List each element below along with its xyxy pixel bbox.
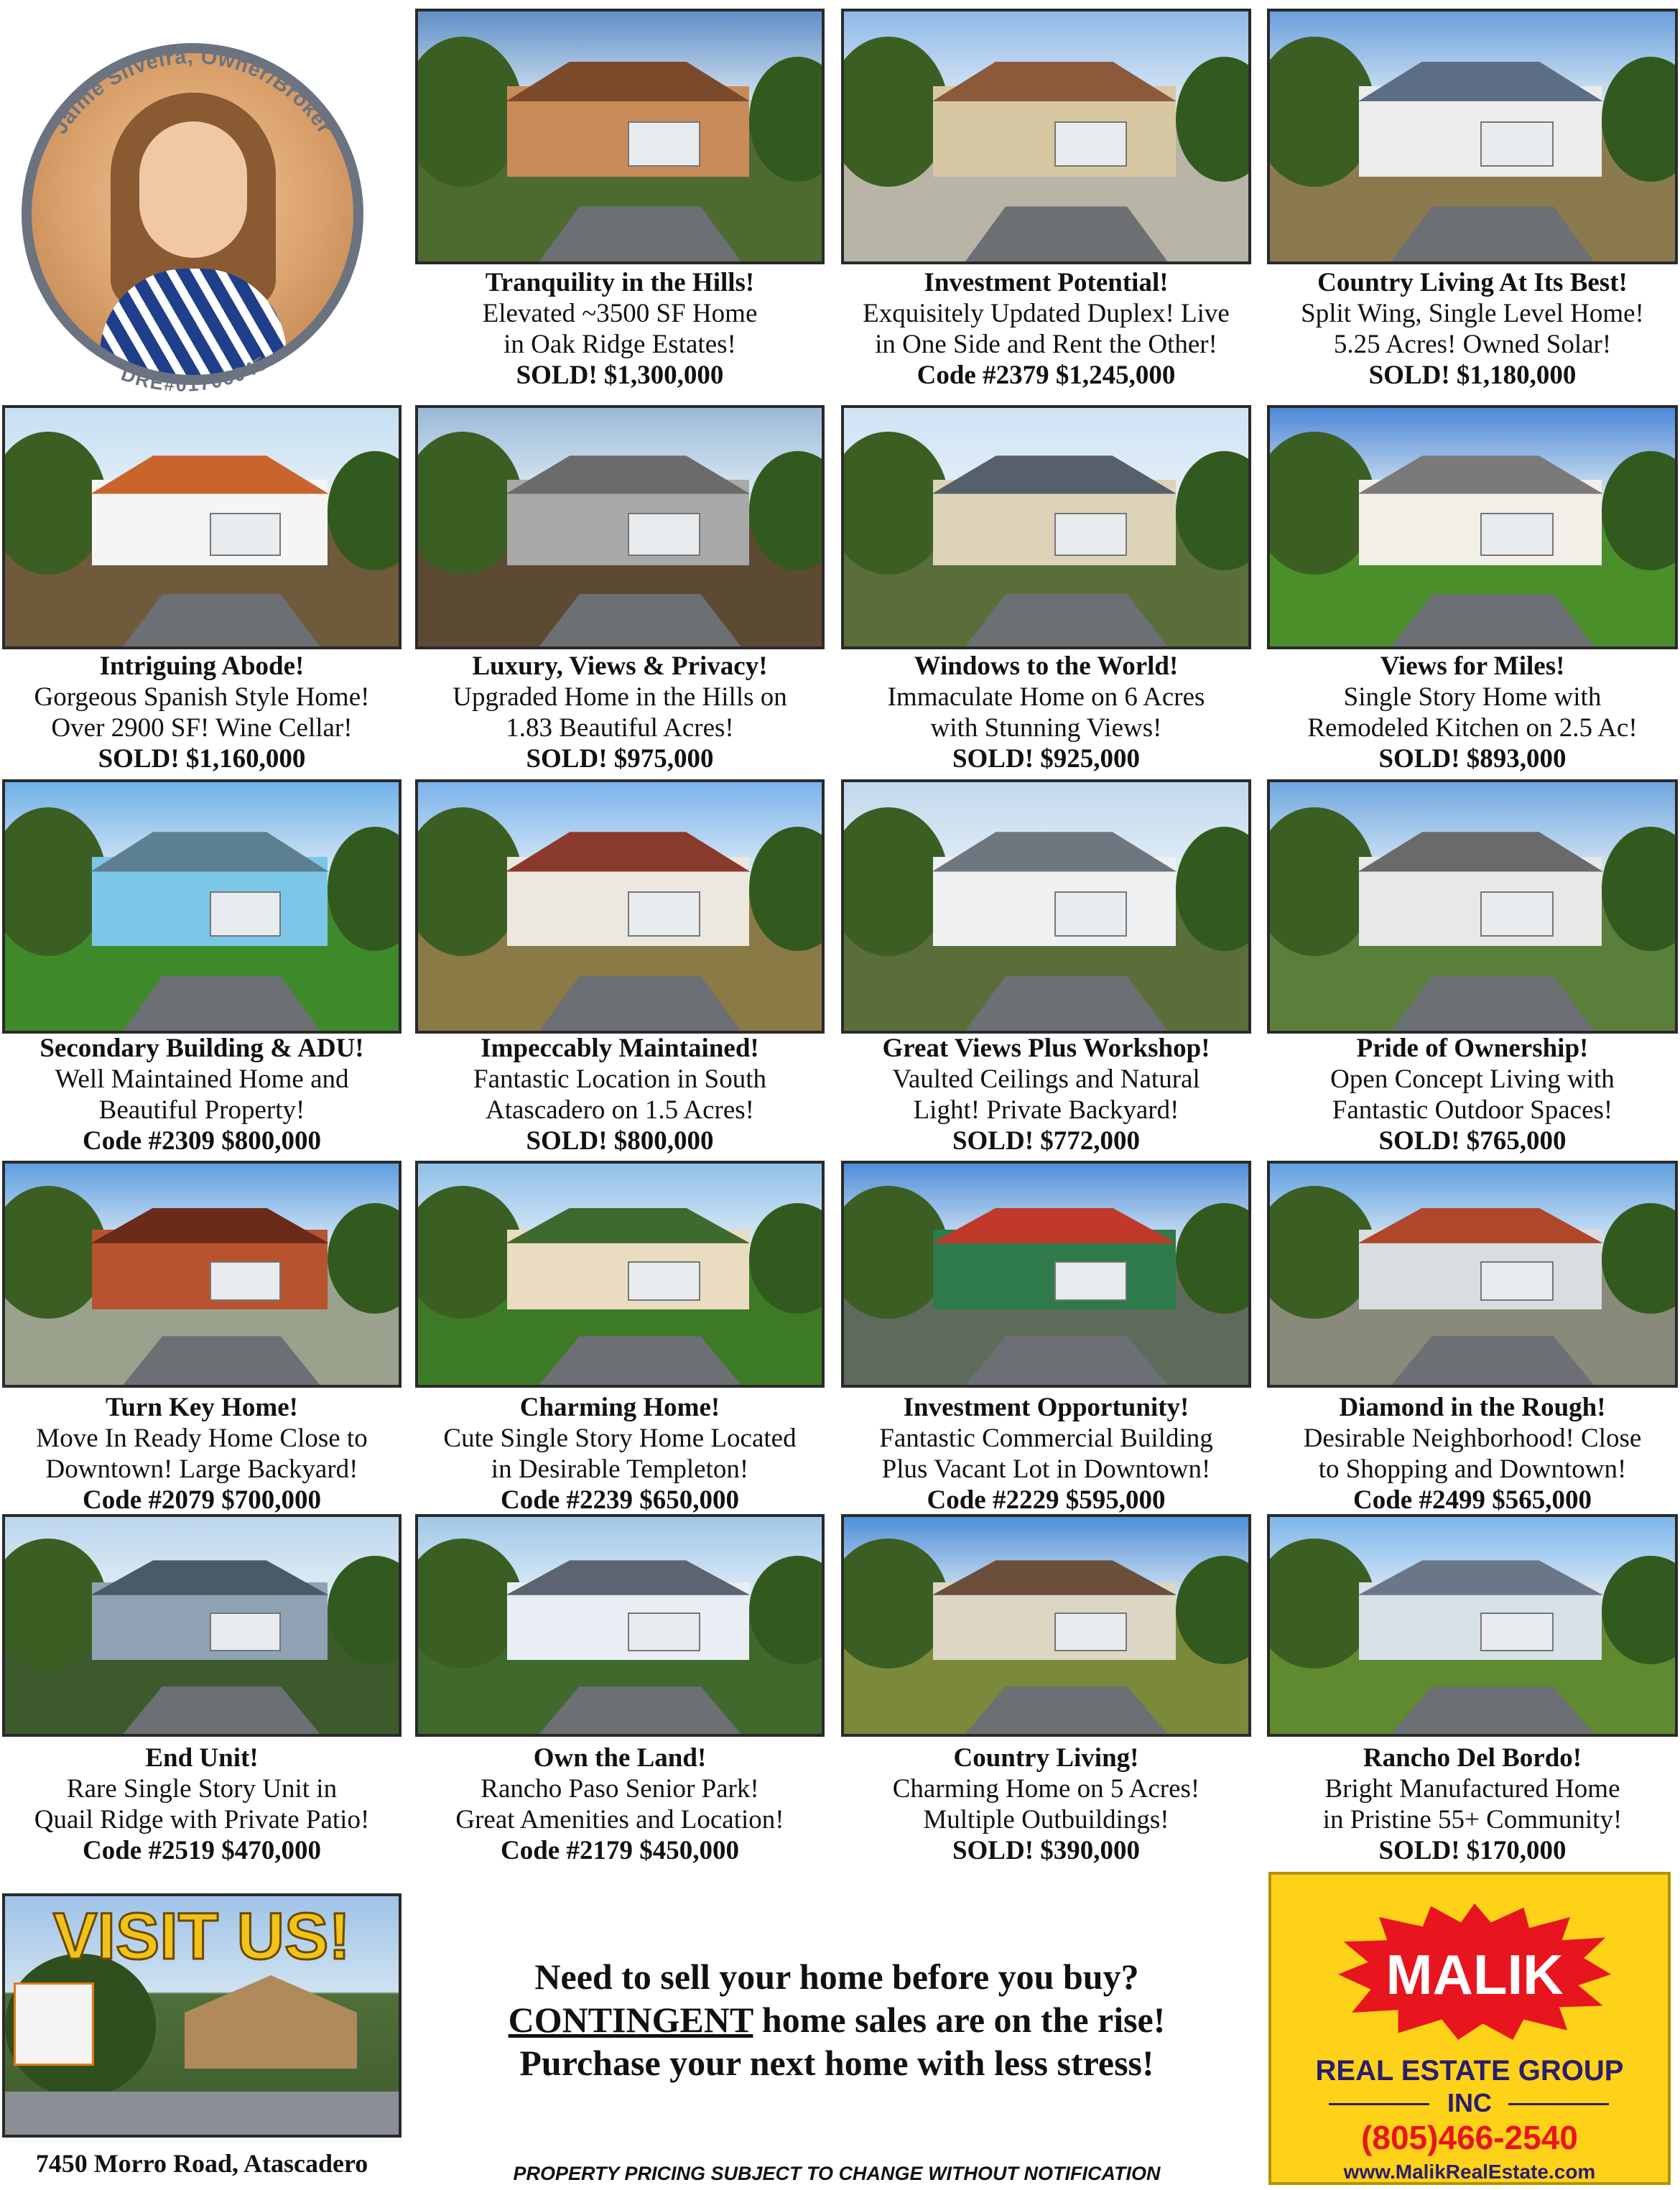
listing-title: Great Views Plus Workshop!	[882, 1034, 1210, 1063]
listing-caption	[835, 1033, 1257, 1156]
listing-price: Code #2379 $1,245,000	[916, 361, 1176, 390]
listing-caption	[0, 1392, 407, 1516]
listing-price: SOLD! $800,000	[526, 1126, 714, 1156]
listing-caption	[409, 651, 830, 774]
listing-title: Country Living!	[953, 1743, 1139, 1773]
listing-photo	[415, 405, 825, 649]
listing-description: in One Side and Rent the Other!	[875, 330, 1217, 359]
listing-description: Fantastic Outdoor Spaces!	[1332, 1095, 1613, 1125]
brand-group: REAL ESTATE GROUP	[1315, 2055, 1624, 2087]
office-sign	[14, 1982, 94, 2066]
listing-photo	[2, 1514, 402, 1737]
listing-description: Bright Manufactured Home	[1324, 1774, 1620, 1804]
listing-photo	[415, 9, 825, 264]
brand-inc: INC	[1447, 2088, 1492, 2117]
listing-title: Pride of Ownership!	[1356, 1034, 1589, 1063]
listing-photo	[415, 1161, 825, 1388]
listing-price: Code #2499 $565,000	[1353, 1485, 1592, 1515]
listing-title: Country Living At Its Best!	[1317, 268, 1628, 297]
listing-price: SOLD! $1,180,000	[1368, 361, 1577, 390]
listing-photo	[841, 405, 1251, 649]
promo-line-1: Need to sell your home before you buy?	[534, 1957, 1139, 1997]
listing-price: SOLD! $765,000	[1378, 1126, 1567, 1156]
listing-caption	[835, 267, 1257, 391]
listing-price: Code #2079 $700,000	[83, 1485, 321, 1515]
listing-description: Cute Single Story Home Located	[443, 1424, 797, 1453]
listing-description: Quail Ridge with Private Patio!	[34, 1805, 370, 1834]
listing-description: 5.25 Acres! Owned Solar!	[1333, 330, 1612, 359]
listing-caption	[835, 1392, 1257, 1516]
listing-title: End Unit!	[145, 1743, 259, 1773]
office-address: 7450 Morro Road, Atascadero	[35, 2149, 368, 2178]
listing-price: Code #2179 $450,000	[501, 1836, 739, 1865]
listing-description: Open Concept Living with	[1330, 1064, 1615, 1094]
agent-name-arc	[0, 0, 402, 431]
listing-description: Remodeled Kitchen on 2.5 Ac!	[1307, 713, 1638, 743]
listing-photo	[2, 1161, 402, 1388]
listing-title: Investment Opportunity!	[903, 1393, 1189, 1422]
listing-description: Immaculate Home on 6 Acres	[887, 682, 1205, 712]
listing-photo	[1267, 1161, 1678, 1388]
listing-description: in Pristine 55+ Community!	[1322, 1805, 1623, 1834]
listing-description: Light! Private Backyard!	[913, 1095, 1179, 1125]
listing-caption	[0, 1033, 407, 1156]
listing-description: Gorgeous Spanish Style Home!	[34, 682, 370, 712]
agent-name: Jaime Silveira, Owner/Broker	[48, 45, 337, 139]
listing-price: Code #2239 $650,000	[501, 1485, 739, 1515]
listing-description: Fantastic Location in South	[473, 1064, 766, 1094]
listing-caption	[835, 1743, 1257, 1866]
listing-title: Own the Land!	[533, 1743, 707, 1773]
listing-photo	[1267, 779, 1678, 1034]
listing-photo	[2, 779, 402, 1034]
listing-description: Well Maintained Home and	[55, 1064, 349, 1094]
listing-title: Secondary Building & ADU!	[40, 1034, 364, 1063]
listing-description: Upgraded Home in the Hills on	[453, 682, 787, 712]
listing-caption	[1261, 1743, 1680, 1866]
listing-photo	[841, 9, 1251, 264]
brand-phone[interactable]: (805)466-2540	[1361, 2119, 1578, 2156]
listing-title: Investment Potential!	[924, 268, 1169, 297]
listing-photo	[1267, 405, 1678, 649]
promo-text	[417, 1955, 1257, 2084]
listing-photo	[415, 779, 825, 1034]
listing-description: Vaulted Ceilings and Natural	[892, 1064, 1200, 1094]
malik-logo	[1268, 1872, 1671, 2185]
listing-price: Code #2519 $470,000	[83, 1836, 321, 1865]
listing-price: SOLD! $1,300,000	[516, 361, 724, 390]
listing-description: in Desirable Templeton!	[491, 1454, 749, 1484]
listing-price: Code #2309 $800,000	[83, 1126, 321, 1156]
listing-description: Charming Home on 5 Acres!	[892, 1774, 1200, 1804]
listing-title: Diamond in the Rough!	[1339, 1393, 1606, 1422]
brand-website[interactable]: www.MalikRealEstate.com	[1343, 2161, 1596, 2183]
listing-caption	[1261, 1033, 1680, 1156]
listing-caption	[409, 1392, 830, 1516]
listing-caption	[1261, 267, 1680, 391]
listing-title: Tranquility in the Hills!	[485, 268, 755, 297]
listing-caption	[1261, 1392, 1680, 1516]
listing-description: Beautiful Property!	[98, 1095, 305, 1125]
listing-title: Windows to the World!	[914, 651, 1179, 681]
listing-photo	[841, 779, 1251, 1034]
listing-caption	[409, 1033, 830, 1156]
svg-text:DRE#01706045	[119, 352, 272, 396]
listing-price: SOLD! $925,000	[952, 744, 1141, 774]
listing-title: Views for Miles!	[1380, 651, 1565, 681]
listing-description: Downtown! Large Backyard!	[45, 1454, 358, 1484]
listing-description: Rancho Paso Senior Park!	[481, 1774, 759, 1804]
listing-description: Multiple Outbuildings!	[923, 1805, 1169, 1834]
listing-price: Code #2229 $595,000	[927, 1485, 1166, 1515]
listing-description: 1.83 Beautiful Acres!	[506, 713, 734, 743]
listing-caption	[409, 1743, 830, 1866]
listing-caption	[0, 651, 407, 774]
brand-name: MALIK	[1386, 1943, 1564, 2006]
listing-caption	[0, 1743, 407, 1866]
office-photo	[2, 1893, 402, 2138]
listing-price: SOLD! $893,000	[1378, 744, 1567, 774]
listing-photo	[1267, 9, 1678, 264]
listing-price: SOLD! $170,000	[1378, 1836, 1567, 1865]
listing-title: Luxury, Views & Privacy!	[472, 651, 768, 681]
listing-price: SOLD! $772,000	[952, 1126, 1141, 1156]
listing-description: Split Wing, Single Level Home!	[1301, 299, 1644, 328]
listing-photo	[2, 405, 402, 649]
listing-photo	[841, 1161, 1251, 1388]
listing-description: Exquisitely Updated Duplex! Live	[863, 299, 1230, 328]
listing-title: Charming Home!	[519, 1393, 720, 1422]
agent-license: DRE#01706045	[118, 351, 272, 396]
listing-description: Desirable Neighborhood! Close	[1303, 1424, 1642, 1453]
listing-description: with Stunning Views!	[930, 713, 1162, 743]
listing-title: Rancho Del Bordo!	[1363, 1743, 1582, 1773]
pricing-disclaimer: PROPERTY PRICING SUBJECT TO CHANGE WITHOUT NOTIFICATION	[513, 2163, 1161, 2184]
listing-photo	[841, 1514, 1251, 1737]
listing-description: Fantastic Commercial Building	[879, 1424, 1213, 1453]
listing-description: Plus Vacant Lot in Downtown!	[881, 1454, 1211, 1484]
listing-description: Single Story Home with	[1343, 682, 1602, 712]
listing-photo	[415, 1514, 825, 1737]
promo-emphasis: CONTINGENT	[508, 2000, 753, 2040]
listing-photo	[1267, 1514, 1678, 1737]
listing-description: Over 2900 SF! Wine Cellar!	[51, 713, 353, 743]
listing-title: Intriguing Abode!	[99, 651, 305, 681]
listing-caption	[409, 267, 830, 391]
listing-caption	[1261, 651, 1680, 774]
listing-title: Impeccably Maintained!	[481, 1034, 759, 1063]
listing-price: SOLD! $390,000	[952, 1836, 1141, 1865]
listing-description: in Oak Ridge Estates!	[503, 330, 736, 359]
listing-title: Turn Key Home!	[106, 1393, 298, 1422]
listing-description: to Shopping and Downtown!	[1318, 1454, 1627, 1484]
listing-description: Atascadero on 1.5 Acres!	[486, 1095, 754, 1125]
listing-price: SOLD! $975,000	[526, 744, 714, 774]
listing-price: SOLD! $1,160,000	[98, 744, 306, 774]
listing-description: Rare Single Story Unit in	[66, 1774, 338, 1804]
promo-line-2: CONTINGENT home sales are on the rise!	[508, 2000, 1166, 2040]
listing-description: Great Amenities and Location!	[455, 1805, 784, 1834]
listing-description: Elevated ~3500 SF Home	[482, 299, 758, 328]
visit-headline: VISIT US!	[52, 1900, 351, 1973]
svg-text:Jaime Silveira, Owner/Broker	[49, 45, 337, 139]
listing-description: Move In Ready Home Close to	[36, 1424, 368, 1453]
promo-line-3: Purchase your next home with less stress!	[519, 2043, 1154, 2083]
listing-caption	[835, 651, 1257, 774]
